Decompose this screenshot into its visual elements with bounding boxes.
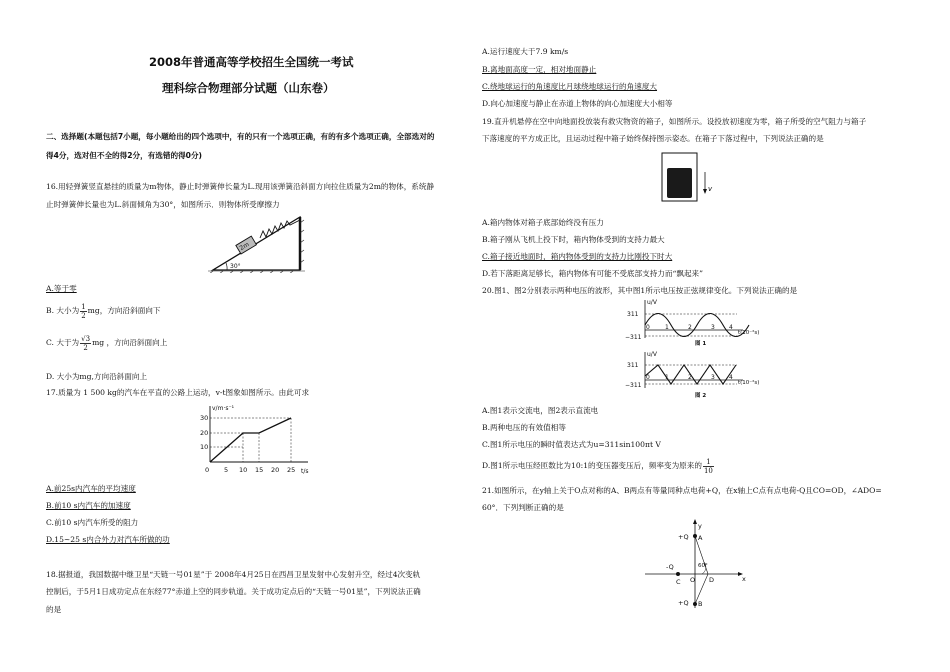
velocity-label: v [708,185,713,193]
fig1-tick: 4 [729,324,733,331]
q18-stem-line3: 的是 [46,605,62,614]
q21-point-a: A [698,534,703,542]
q21-point-b: B [698,600,703,608]
q17-option-a[interactable]: A.前25s内汽车的平均速度 [46,484,136,493]
block-mass-label: 2m [238,241,251,253]
fig1-xlabel: t(10⁻²s) [738,330,760,336]
vt-y-label: v/m·s⁻¹ [212,405,235,412]
q18-option-c[interactable]: C.绕地球运行的角速度比月球绕地球运行的角速度大 [482,82,658,91]
fig2-tick: 2 [688,374,692,381]
vt-origin: 0 [205,466,210,474]
q19-option-b[interactable]: B.箱子刚从飞机上投下时，箱内物体受到的支持力最大 [482,235,665,244]
section-heading-line2: 得4分，选对但不全的得2分，有选错的得0分) [46,151,203,160]
q17-option-b[interactable]: B.前10 s内汽车的加速度 [46,501,131,510]
fig2-caption: 图 2 [695,393,707,399]
q18-option-a[interactable]: A.运行速度大于7.9 km/s [482,47,569,56]
vt-xtick: 10 [239,466,248,474]
q19-option-c[interactable]: C.箱子接近地面时，箱内物体受到的支持力比刚投下时大 [482,252,673,261]
incline-slope [213,217,300,270]
fig2-tick: 4 [729,374,733,381]
vt-xtick: 20 [271,466,280,474]
q19-box-figure [658,150,716,205]
q16-option-a[interactable]: A.等于零 [46,284,77,293]
q21-plus-q-bottom: +Q [678,599,689,607]
q21-minus-q: -Q [666,563,674,571]
fig1-tick: 1 [665,324,669,331]
q19-stem-line2: 下落速度的平方成正比，且运动过程中箱子始终保持图示姿态。在箱子下落过程中，下列说法正确的是 [482,134,824,143]
q19-option-a[interactable]: A.箱内物体对箱子底部始终没有压力 [482,218,604,227]
fig1-tick: 2 [688,324,692,331]
frac-half: $\frac{1}{2}$ [81,302,86,320]
q21-x-label: x [742,575,746,583]
fig1-caption: 图 1 [695,341,707,347]
q19-stem-line1: 19.直升机悬停在空中向地面投放装有救灾物资的箱子，如图所示。设投放初速度为零，箱子所受的空气阻力与箱子 [482,117,867,126]
q18-option-d[interactable]: D.向心加速度与静止在赤道上物体的向心加速度大小相等 [482,99,673,108]
vt-xtick: 15 [255,466,264,474]
fig1-tick: 3 [711,324,715,331]
q21-y-label: y [698,522,702,530]
vt-xtick: 5 [224,466,229,474]
fig2-tick: 1 [665,374,669,381]
fig1-ylabel: u/V [647,299,657,306]
q16-option-c[interactable]: C. 大于为 $\frac{√3}{2}$ mg ，方向沿斜面向上 [46,334,168,352]
fig2-pos: 311 [627,362,639,369]
angle-label: 30° [230,263,241,270]
q19-option-d[interactable]: D.若下落距离足够长，箱内物体有可能不受底部支持力而“飘起来” [482,269,704,278]
q17-option-c[interactable]: C.前10 s内汽车所受的阻力 [46,518,139,527]
q21-stem-line2: 60°．下列判断正确的是 [482,503,564,512]
q20-waveforms [625,298,770,403]
fig2-xlabel: t(10⁻²s) [738,380,760,386]
vt-x-label: t/s [301,468,309,475]
fig2-tick: 3 [711,374,715,381]
q16-stem-line1: 16.用轻弹簧竖直悬挂的质量为m物体，静止时弹簧伸长量为L.现用该弹簧沿斜面方向拉住质量为2m的物体，系统静 [46,182,435,191]
section-heading-line1: 二、选择题(本题包括7小题，每小题给出的四个选项中，有的只有一个选项正确，有的有多个选项正确，全部选对的 [46,132,435,141]
q18-stem-line2: 控制后，于5月1日成功定点在东经77°赤道上空的同步轨道。关于成功定点后的“天链一号01星”，下列说法正确 [46,587,421,596]
q16-stem-line2: 止时弹簧伸长量也为L.斜面倾角为30°，如图所示．则物体所受摩擦力 [46,200,280,209]
fig1-neg: −311 [625,334,642,341]
q16-option-d[interactable]: D. 大小为mg,方向沿斜面向上 [46,372,148,381]
q21-point-d: D [709,576,715,584]
q21-stem-line1: 21.如图所示，在y轴上关于O点对称的A、B两点有等量同种点电荷+Q，在x轴上C点有点电荷-Q且CO=OD，∠ADO= [482,486,882,495]
q17-option-d[interactable]: D.15~25 s内合外力对汽车所做的功 [46,535,170,544]
incline-hatch [208,271,305,273]
q16-option-b[interactable]: B. 大小为 $\frac{1}{2}$ mg，方向沿斜面向下 [46,302,161,320]
charge-minus [676,572,680,576]
fig2-neg: −311 [625,382,642,389]
charge-plus-bottom [693,602,697,606]
frac-root3-half: $\frac{√3}{2}$ [81,334,91,352]
q21-charge-figure [640,518,750,610]
fig1-sine-wave [625,299,759,347]
vt-curve [210,418,291,462]
q18-option-b[interactable]: B.离地面高度一定，相对地面静止 [482,65,597,74]
q17-stem: 17.质量为 1 500 kg的汽车在平直的公路上运动，v-t图象如图所示。由此可求 [46,388,310,397]
exam-title: 2008年普通高等学校招生全国统一考试 [149,55,354,69]
fig1-pos: 311 [627,311,639,318]
fig1-origin: 0 [646,324,650,331]
vt-ytick: 30 [200,414,209,422]
q21-plus-q-top: +Q [678,533,689,541]
q16-incline-figure [205,213,310,273]
q20-option-d[interactable]: D.图1所示电压经匝数比为10:1的变压器变压后，频率变为原来的 $\frac{1}{10}$ [482,457,713,475]
q20-stem: 20.图1、图2分别表示两种电压的波形，其中图1所示电压按正弦规律变化。下列说法正确的是 [482,286,798,295]
frac-one-tenth: $\frac{1}{10}$ [703,457,713,475]
fig2-ylabel: u/V [647,351,657,358]
vt-ytick: 10 [200,443,209,451]
fig2-triangle-wave [625,351,759,399]
charge-plus-top [693,534,697,538]
q20-option-a[interactable]: A.图1表示交流电，图2表示直流电 [482,406,599,415]
q21-angle-label: 60° [698,563,708,569]
vt-xtick: 25 [287,466,296,474]
q20-option-b[interactable]: B.两种电压的有效值相等 [482,423,566,432]
box-contents [667,168,692,198]
q17-vt-graph [198,402,316,476]
q21-point-o: O [690,576,696,584]
q18-stem-line1: 18.据报道，我国数据中继卫星“天链一号01星”于 2008年4月25日在西昌卫星发射中心发射升空，经过4次变轨 [46,570,421,579]
q20-option-c[interactable]: C.图1所示电压的瞬时值表达式为u=311sin100πt V [482,440,661,449]
fig2-origin: 0 [646,374,650,381]
exam-subtitle: 理科综合物理部分试题（山东卷） [162,81,335,95]
q21-point-c: C [676,578,681,586]
vt-ytick: 20 [200,429,209,437]
